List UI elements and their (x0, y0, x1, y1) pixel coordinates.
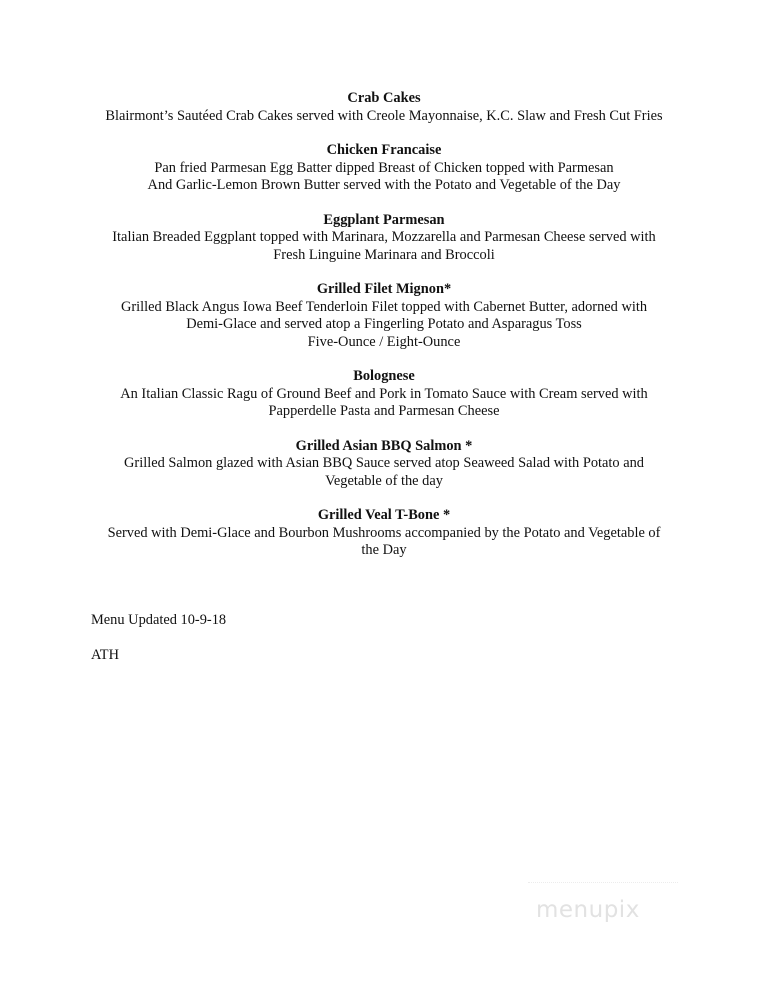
menu-item-description: Pan fried Parmesan Egg Batter dipped Breast of Chicken topped with Parmesan (154, 159, 614, 176)
menu-item (70, 142, 698, 195)
menu-item-name: Bolognese (353, 368, 415, 384)
menu-item-description: Blairmont’s Sautéed Crab Cakes served with Creole Mayonnaise, K.C. Slaw and Fresh Cut Fries (105, 107, 663, 124)
menu-item (70, 281, 698, 351)
menu-item-description: the Day (361, 542, 407, 558)
menu-item (70, 90, 698, 125)
menu-item-portion: Five-Ounce / Eight-Ounce (307, 333, 461, 350)
menu-item-description: Served with Demi-Glace and Bourbon Mushrooms accompanied by the Potato and Vegetable of (107, 524, 661, 541)
watermark-rule (528, 882, 678, 886)
menu-item-description: Vegetable of the day (325, 472, 443, 489)
menu-item-name: Crab Cakes (347, 90, 421, 106)
menu-item-description: Papperdelle Pasta and Parmesan Cheese (268, 403, 500, 419)
menu-item-name: Eggplant Parmesan (323, 211, 445, 228)
menu-item-description: Italian Breaded Eggplant topped with Marinara, Mozzarella and Parmesan Cheese served with (112, 229, 656, 245)
menu-item-description: And Garlic-Lemon Brown Butter served with the Potato and Vegetable of the Day (147, 177, 621, 193)
menu-list (70, 90, 698, 577)
menu-item-description: Demi-Glace and served atop a Fingerling Potato and Asparagus Toss (186, 316, 582, 332)
menupix-watermark: menupix (536, 897, 640, 923)
menu-footer (91, 612, 226, 681)
menu-item (70, 507, 698, 560)
menu-updated-note: Menu Updated 10-9-18 (91, 612, 227, 628)
menu-item-name: Grilled Asian BBQ Salmon * (295, 437, 473, 454)
menu-item-description: Grilled Black Angus Iowa Beef Tenderloin Filet topped with Cabernet Butter, adorned with (120, 298, 648, 315)
menu-item-description: Fresh Linguine Marinara and Broccoli (273, 246, 495, 263)
menu-item-name: Chicken Francaise (326, 142, 442, 158)
menu-item (70, 438, 698, 491)
author-initials: ATH (91, 646, 119, 663)
menu-item-name: Grilled Filet Mignon* (316, 281, 452, 297)
menu-item (70, 212, 698, 265)
menu-item-name: Grilled Veal T-Bone * (317, 507, 451, 523)
menu-item-description: Grilled Salmon glazed with Asian BBQ Sauce served atop Seaweed Salad with Potato and (124, 455, 644, 471)
menu-item-description: An Italian Classic Ragu of Ground Beef and Pork in Tomato Sauce with Cream served with (120, 385, 648, 402)
menu-item (70, 368, 698, 421)
